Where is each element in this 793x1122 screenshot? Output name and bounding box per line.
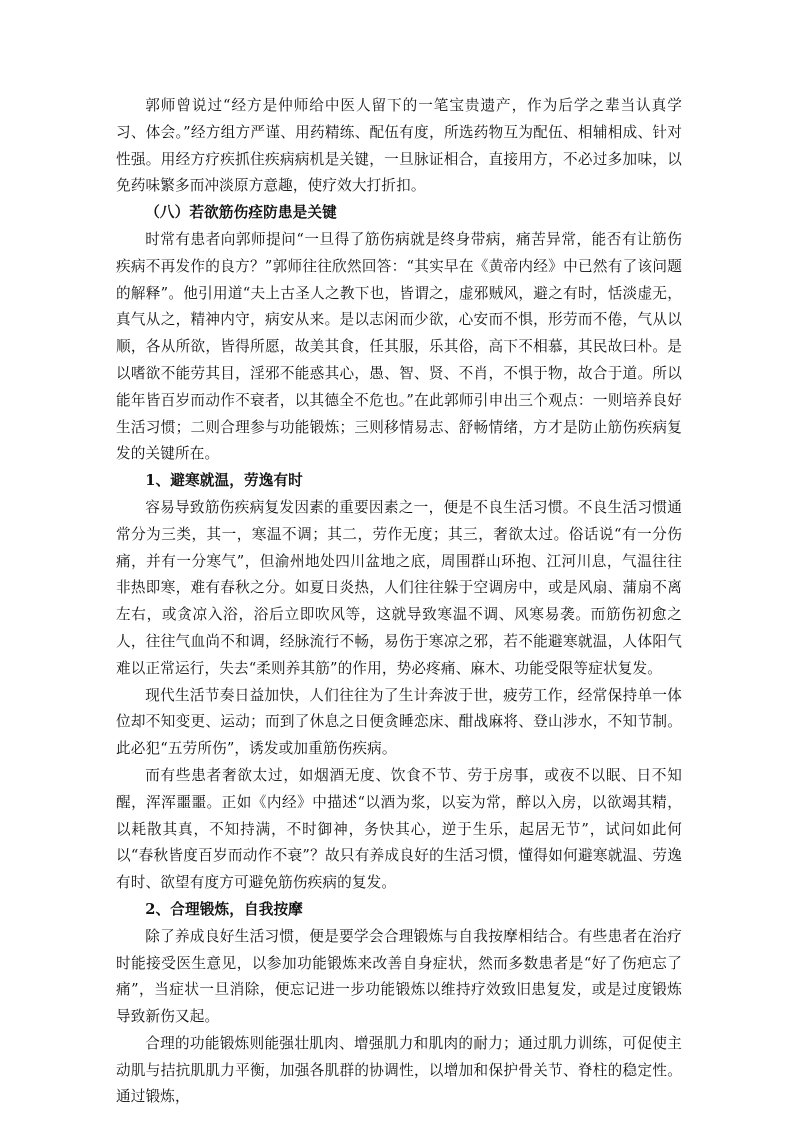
paragraph-exercise-massage: 除了养成良好生活习惯，便是要学会合理锻炼与自我按摩相结合。有些患者在治疗时能接受医生意见，以参加功能锻炼来改善自身症状，然而多数患者是“好了伤疤忘了痛”，当症状一旦消除，便忘记进一步功能锻炼以维持疗效致旧患复发，或是过度锻炼导致新伤又起。 [116,927,682,1026]
subheading-1: 1、避寒就温，劳逸有时 [145,472,303,490]
paragraph-huangdi-neijing: 时常有患者向郭师提问“一旦得了筋伤病就是终身带病，痛苦异常，能否有让筋伤疾病不再发作的良方？”郭师往往欣然回答：“其实早在《黄帝内经》中已然有了该问题的解释”。他引用道“夫上古圣人之教下也，皆谓之，虚邪贼风，避之有时，恬淡虚无，真气从之，精神内守，病安从来。是以志闲而少欲，心安而不惧，形劳而不倦，气从以顺，各从所欲，皆得所愿，故美其食，任其服，乐其俗，高下不相慕，其民故曰朴。是以嗜欲不能劳其目，淫邪不能惑其心，愚、智、贤、不肖，不惧于物，故合于道。所以能年皆百岁而动作不衰者，以其德全不危也。”在此郭师引申出三个观点：一则培养良好生活习惯；二则合理参与功能锻炼；三则移情易志、舒畅情绪，方才是防止筋伤疾病复发的关键所在。 [116,230,682,463]
paragraph-functional-training: 合理的功能锻炼则能强壮肌肉、增强肌力和肌肉的耐力；通过肌力训练，可促使主动肌与拮抗肌肌力平衡，加强各肌群的协调性，以增加和保护骨关节、脊柱的稳定性。通过锻炼， [116,1034,682,1106]
paragraph-classic-formulas: 郭师曾说过“经方是仲师给中医人留下的一笔宝贵遗产，作为后学之辈当认真学习、体会。”经方组方严谨、用药精练、配伍有度，所选药物互为配伍、相辅相成、针对性强。用经方疗疾抓住疾病病机是关键，一旦脉证相合，直接用方，不必过多加味，以免药味繁多而冲淡原方意趣，使疗效大打折扣。 [116,97,682,195]
paragraph-excess-desire: 而有些患者奢欲太过，如烟酒无度、饮食不节、劳于房事，或夜不以眠、日不知醒，浑浑噩噩。正如《内经》中描述“以酒为浆，以妄为常，醉以入房，以欲竭其精，以耗散其真，不知持满，不时御神，务快其心，逆于生乐，起居无节”，试问如此何以“春秋皆度百岁而动作不衰”？故只有养成良好的生活习惯，懂得如何避寒就温、劳逸有时、欲望有度方可避免筋伤疾病的复发。 [116,766,682,892]
document-body [116,93,682,1111]
section-heading-8: （八）若欲筋伤痊防患是关键 [145,204,337,222]
paragraph-modern-life: 现代生活节奏日益加快，人们往往为了生计奔波于世，疲劳工作，经常保持单一体位却不知变更、运动；而到了休息之日便贪睡恋床、酣战麻将、登山涉水，不知节制。此必犯“五劳所伤”，诱发或加重筋伤疾病。 [116,686,682,758]
subheading-2: 2、合理锻炼，自我按摩 [145,900,303,918]
paragraph-bad-habits: 容易导致筋伤疾病复发因素的重要因素之一，便是不良生活习惯。不良生活习惯通常分为三类，其一，寒温不调；其二，劳作无度；其三，奢欲太过。俗话说“有一分伤痛，并有一分寒气”，但渝州地处四川盆地之底，周围群山环抱、江河川息，气温往往非热即寒，难有春秋之分。如夏日炎热，人们往往躲于空调房中，或是风扇、蒲扇不离左右，或贪凉入浴，浴后立即吹风等，这就导致寒温不调、风寒易袭。而筋伤初愈之人，往往气血尚不和调，经脉流行不畅，易伤于寒凉之邪，若不能避寒就温，人体阳气难以正常运行，失去“柔则养其筋”的作用，势必疼痛、麻木、功能受限等症状复发。 [116,498,682,677]
